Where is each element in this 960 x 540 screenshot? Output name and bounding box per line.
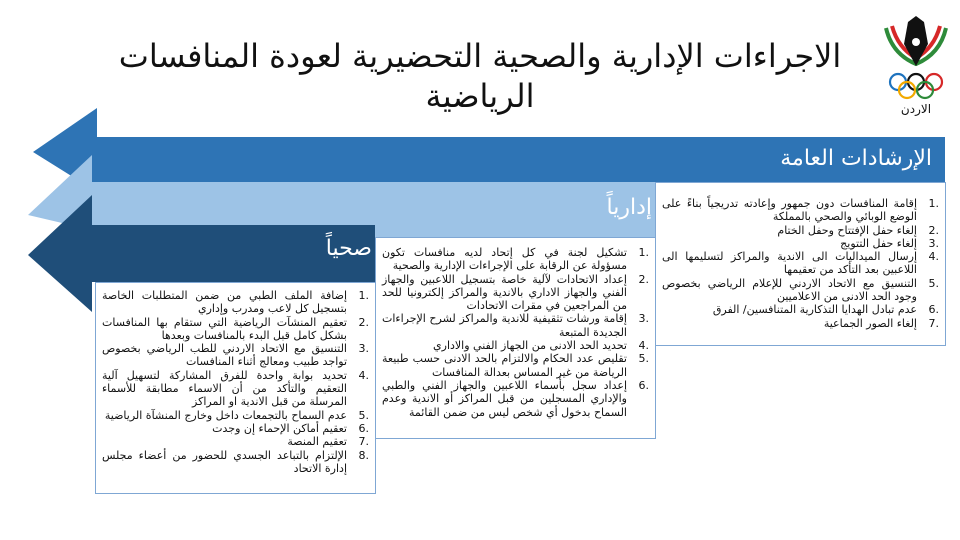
logo-text: الاردن [900,102,932,116]
list-item: 5. التنسيق مع الاتحاد الاردني للإعلام الرياضي بخصوص وجود الحد الادنى من الاعلاميين [662,276,939,304]
list-item: 2. تعقيم المنشآت الرياضية التي ستقام بها المنافسات بشكل كامل قبل البدء بالمنافسات وبعدها [102,315,369,342]
admin-list [382,246,649,419]
general-list-box [655,182,946,346]
list-item: 6. إعداد سجل بأسماء اللاعبين والجهاز الفني والطبي والإداري المسجلين من قبل المراكز أو الاندية وعدم السماح بدخول أي شخص ليس من ضمن القائمة [382,378,649,419]
admin-title: إدارياً [606,195,652,220]
page-title: الاجراءات الإدارية والصحية التحضيرية لعودة المنافسات الرياضية [118,37,842,115]
list-item: 1. إقامة المنافسات دون جمهور وإعادته تدريجياً بناءً على الوضع الوبائي والصحي بالمملكة [662,197,939,224]
list-item: 7. إلغاء الصور الجماعية [823,316,939,330]
health-list [102,289,369,475]
general-list [662,197,939,330]
general-title: الإرشادات العامة [780,146,932,171]
list-item: 5. عدم السماح بالتجمعات داخل وخارج المنشآة الرياضية [104,408,369,422]
list-item: 1. إضافة الملف الطبي من ضمن المتطلبات الخاصة بتسجيل كل لاعب ومدرب وإداري [102,289,369,316]
list-item: 7. تعقيم المنصة [287,435,369,449]
list-item: 4. تحديد بوابة واحدة للفرق المشاركة لتسهيل آلية التعقيم والتأكد من أن الاسماء مطابقة للأسماء المرسلة من قبل الاندية او المراكز [102,368,369,409]
list-item: 1. تشكيل لجنة في كل إتحاد لديه منافسات تكون مسؤولة عن الرقابة على الإجراءات الإدارية والصحية [382,246,649,273]
jordan-olympic-logo [878,14,954,116]
list-item: 4. تحديد الحد الادنى من الجهاز الفني والاداري [433,339,649,353]
list-item: 8. الإلتزام بالتباعد الجسدي للحضور من أعضاء مجلس إدارة الاتحاد [102,448,369,475]
list-item: 3. إقامة ورشات تثقيفية للاندية والمراكز لشرح الإجراءات الجديدة المتبعة [382,312,649,339]
health-list-box [95,282,376,494]
list-item: 5. تقليص عدد الحكام والالتزام بالحد الادنى حسب طبيعة الرياضة من غير المساس بعدالة المنافسات [382,352,649,379]
list-item: 3. التنسيق مع الاتحاد الاردني للطب الرياضي بخصوص تواجد طبيب ومعالج أثناء المنافسات [102,342,369,369]
health-title: صحياً [325,236,372,261]
list-item: 3. إلغاء حفل التتويج [840,236,939,250]
list-item: 4. إرسال الميداليات الى الاندية والمراكز لتسليمها الى اللاعبين بعد التأكد من تعقيمها [662,250,939,277]
list-item: 6. عدم تبادل الهدايا التذكارية المتنافسين/ الفرق [712,303,939,317]
admin-list-box [375,237,656,439]
list-item: 2. إلغاء حفل الإفتتاح وحفل الختام [777,223,939,237]
list-item: 6. تعقيم أماكن الإحماء إن وجدت [212,421,369,435]
list-item: 2. إعداد الاتحادات لآلية خاصة بتسجيل اللاعبين والجهاز الفني والجهاز الاداري بالاندية والمراكز إلكترونيا للحد من المراجعين في مقرات الاتحادات [382,272,649,313]
